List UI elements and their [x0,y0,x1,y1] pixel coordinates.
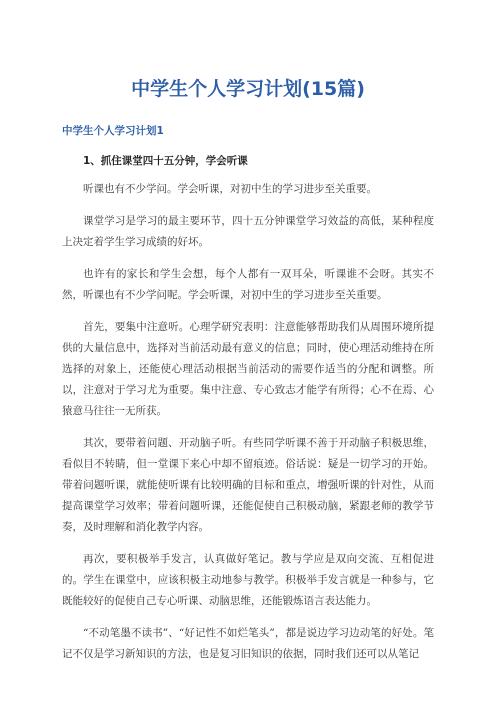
paragraph-1: 听课也有不少学问。学会听课，对初中生的学习进步至关重要。 [83,183,377,195]
section-title: 中学生个人学习计划1 [62,125,164,137]
subheading: 1、抓住课堂四十五分钟，学会听课 [83,155,248,167]
paragraph-6: 再次，要积极举手发言，认真做好笔记。教与学应是双向交流、互相促进的。学生在课堂中，应该积极主动地参与教学。积极举手发言就是一种参与，它既能较好的促使自己专心听课、动脑思维，还能锻炼语言表达能力。 [62,553,434,607]
paragraph-3: 也许有的家长和学生会想，每个人都有一双耳朵，听课谁不会呀。其实不然，听课也有不少学问呢。学会听课，对初中生的学习进步至关重要。 [62,268,434,301]
paragraph-4: 首先，要集中注意听。心理学研究表明：注意能够帮助我们从周围环境所提供的大量信息中，选择对当前活动最有意义的信息；同时，使心理活动维持在所选择的对象上，还能使心理活动根据当前活动的需要作适当的分配和调整。所以，注意对于学习尤为重要。集中注意、专心致志才能学有所得；心不在焉、心猿意马往往一无所获。 [62,321,434,417]
document-title: 中学生个人学习计划(15篇) [131,78,365,100]
paragraph-2: 课堂学习是学习的最主要环节，四十五分钟课堂学习效益的高低，某种程度上决定着学生学习成绩的好坏。 [62,215,434,248]
paragraph-7: “不动笔墨不读书”、“好记性不如烂笔头”，都是说边学习边动笔的好处。笔记不仅是学习新知识的方法，也是复习旧知识的依据，同时我们还可以从笔记 [62,627,434,660]
paragraph-5: 其次，要带着问题、开动脑子听。有些同学听课不善于开动脑子积极思维，看似目不转睛，但一堂课下来心中却不留痕迹。俗话说：疑是一切学习的开始。带着问题听课，就能使听课有比较明确的目标和重点，增强听课的针对性，从而提高课堂学习效率；带着问题听课，还能促使自己积极动脑，紧跟老师的教学节奏，及时理解和消化教学内容。 [62,437,434,533]
